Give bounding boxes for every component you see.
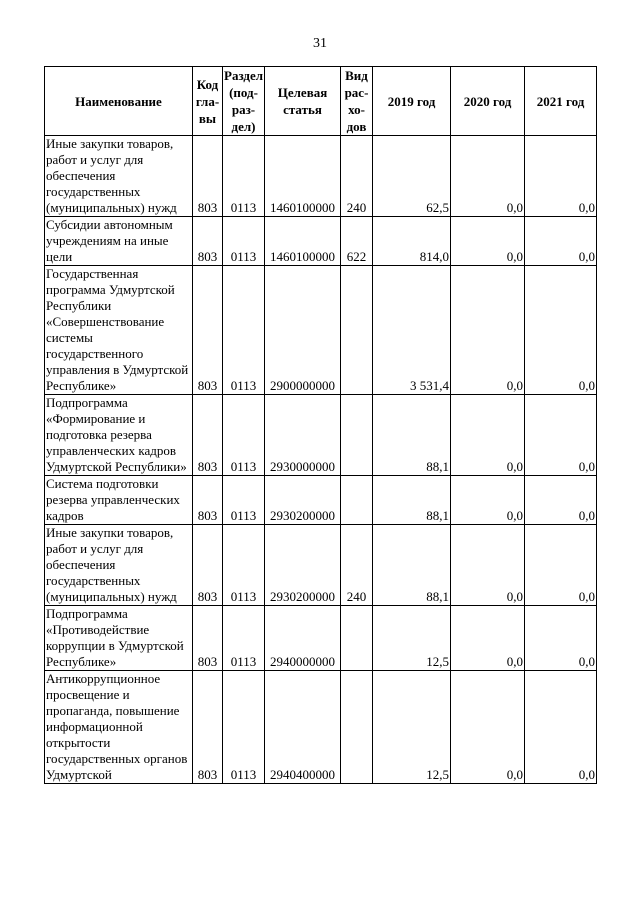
row-kind: 240 xyxy=(341,136,373,217)
row-target: 1460100000 xyxy=(265,136,341,217)
row-name: Субсидии автономным учреждениям на иные цели xyxy=(45,217,193,266)
row-2021: 0,0 xyxy=(525,606,597,671)
header-kind-line-2: рас- xyxy=(344,85,369,100)
table-row xyxy=(45,525,597,606)
row-code: 803 xyxy=(193,217,223,266)
header-code-line-1: Код xyxy=(196,76,219,92)
row-name: Иные закупки товаров, работ и услуг для обеспечения государственных (муниципальных) нужд xyxy=(45,136,193,217)
table-header-row xyxy=(45,67,597,136)
header-kind xyxy=(341,67,373,136)
header-section xyxy=(223,67,265,136)
table-row xyxy=(45,395,597,476)
row-kind: 622 xyxy=(341,217,373,266)
row-2019: 12,5 xyxy=(373,671,451,784)
row-2019: 88,1 xyxy=(373,395,451,476)
header-2019: 2019 год xyxy=(373,67,451,136)
row-kind xyxy=(341,395,373,476)
row-section: 0113 xyxy=(223,136,265,217)
row-section: 0113 xyxy=(223,395,265,476)
row-name: Иные закупки товаров, работ и услуг для обеспечения государственных (муниципальных) нужд xyxy=(45,525,193,606)
row-code: 803 xyxy=(193,525,223,606)
row-target: 2940400000 xyxy=(265,671,341,784)
header-section-line-1: Раздел xyxy=(224,68,264,83)
row-target: 2930200000 xyxy=(265,476,341,525)
row-2021: 0,0 xyxy=(525,217,597,266)
row-section: 0113 xyxy=(223,266,265,395)
row-name: Государственная программа Удмуртской Республики «Совершенствование системы государственного управления в Удмуртской Республике» xyxy=(45,266,193,395)
row-kind xyxy=(341,671,373,784)
row-2019: 88,1 xyxy=(373,525,451,606)
row-2020: 0,0 xyxy=(451,266,525,395)
row-2021: 0,0 xyxy=(525,266,597,395)
header-kind-line-4: дов xyxy=(346,119,367,134)
row-section: 0113 xyxy=(223,525,265,606)
row-2019: 12,5 xyxy=(373,606,451,671)
table-row xyxy=(45,217,597,266)
row-code: 803 xyxy=(193,476,223,525)
row-target: 2900000000 xyxy=(265,266,341,395)
table-row xyxy=(45,266,597,395)
row-2021: 0,0 xyxy=(525,671,597,784)
row-2021: 0,0 xyxy=(525,395,597,476)
row-code: 803 xyxy=(193,266,223,395)
header-section-line-2: (под- xyxy=(229,85,258,100)
budget-table xyxy=(44,66,597,784)
row-target: 1460100000 xyxy=(265,217,341,266)
row-name: Подпрограмма «Противодействие коррупции в Удмуртской Республике» xyxy=(45,606,193,671)
table-row xyxy=(45,606,597,671)
header-code-line-3: вы xyxy=(198,110,217,126)
row-kind xyxy=(341,476,373,525)
row-kind: 240 xyxy=(341,525,373,606)
header-section-line-3: раз- xyxy=(231,102,256,117)
row-kind xyxy=(341,606,373,671)
row-2020: 0,0 xyxy=(451,606,525,671)
row-name: Система подготовки резерва управленческих кадров xyxy=(45,476,193,525)
row-2020: 0,0 xyxy=(451,525,525,606)
row-2021: 0,0 xyxy=(525,136,597,217)
header-kind-line-3: хо- xyxy=(348,102,365,117)
header-target-line-1: Целевая xyxy=(277,85,328,100)
row-code: 803 xyxy=(193,395,223,476)
header-name: Наименование xyxy=(45,67,193,136)
row-2019: 3 531,4 xyxy=(373,266,451,395)
header-2021: 2021 год xyxy=(525,67,597,136)
row-2020: 0,0 xyxy=(451,476,525,525)
row-target: 2930000000 xyxy=(265,395,341,476)
header-2020: 2020 год xyxy=(451,67,525,136)
row-2019: 62,5 xyxy=(373,136,451,217)
header-target-line-2: статья xyxy=(283,102,322,117)
row-target: 2940000000 xyxy=(265,606,341,671)
table-row xyxy=(45,476,597,525)
row-code: 803 xyxy=(193,606,223,671)
row-2019: 88,1 xyxy=(373,476,451,525)
row-2020: 0,0 xyxy=(451,395,525,476)
row-code: 803 xyxy=(193,136,223,217)
row-2021: 0,0 xyxy=(525,476,597,525)
row-2021: 0,0 xyxy=(525,525,597,606)
table-row xyxy=(45,136,597,217)
row-section: 0113 xyxy=(223,671,265,784)
row-target: 2930200000 xyxy=(265,525,341,606)
row-2020: 0,0 xyxy=(451,671,525,784)
header-target xyxy=(265,67,341,136)
row-name: Антикоррупционное просвещение и пропаганда, повышение информационной открытости государственных органов Удмуртской xyxy=(45,671,193,784)
row-name: Подпрограмма «Формирование и подготовка резерва управленческих кадров Удмуртской Республики» xyxy=(45,395,193,476)
row-kind xyxy=(341,266,373,395)
page-number: 31 xyxy=(313,36,327,51)
row-2020: 0,0 xyxy=(451,217,525,266)
row-section: 0113 xyxy=(223,606,265,671)
table-row xyxy=(45,671,597,784)
row-2019: 814,0 xyxy=(373,217,451,266)
header-section-line-4: дел) xyxy=(231,119,256,134)
row-section: 0113 xyxy=(223,476,265,525)
header-code xyxy=(193,67,223,136)
header-kind-line-1: Вид xyxy=(345,68,368,83)
row-code: 803 xyxy=(193,671,223,784)
row-section: 0113 xyxy=(223,217,265,266)
row-2020: 0,0 xyxy=(451,136,525,217)
header-code-line-2: гла- xyxy=(195,93,220,109)
